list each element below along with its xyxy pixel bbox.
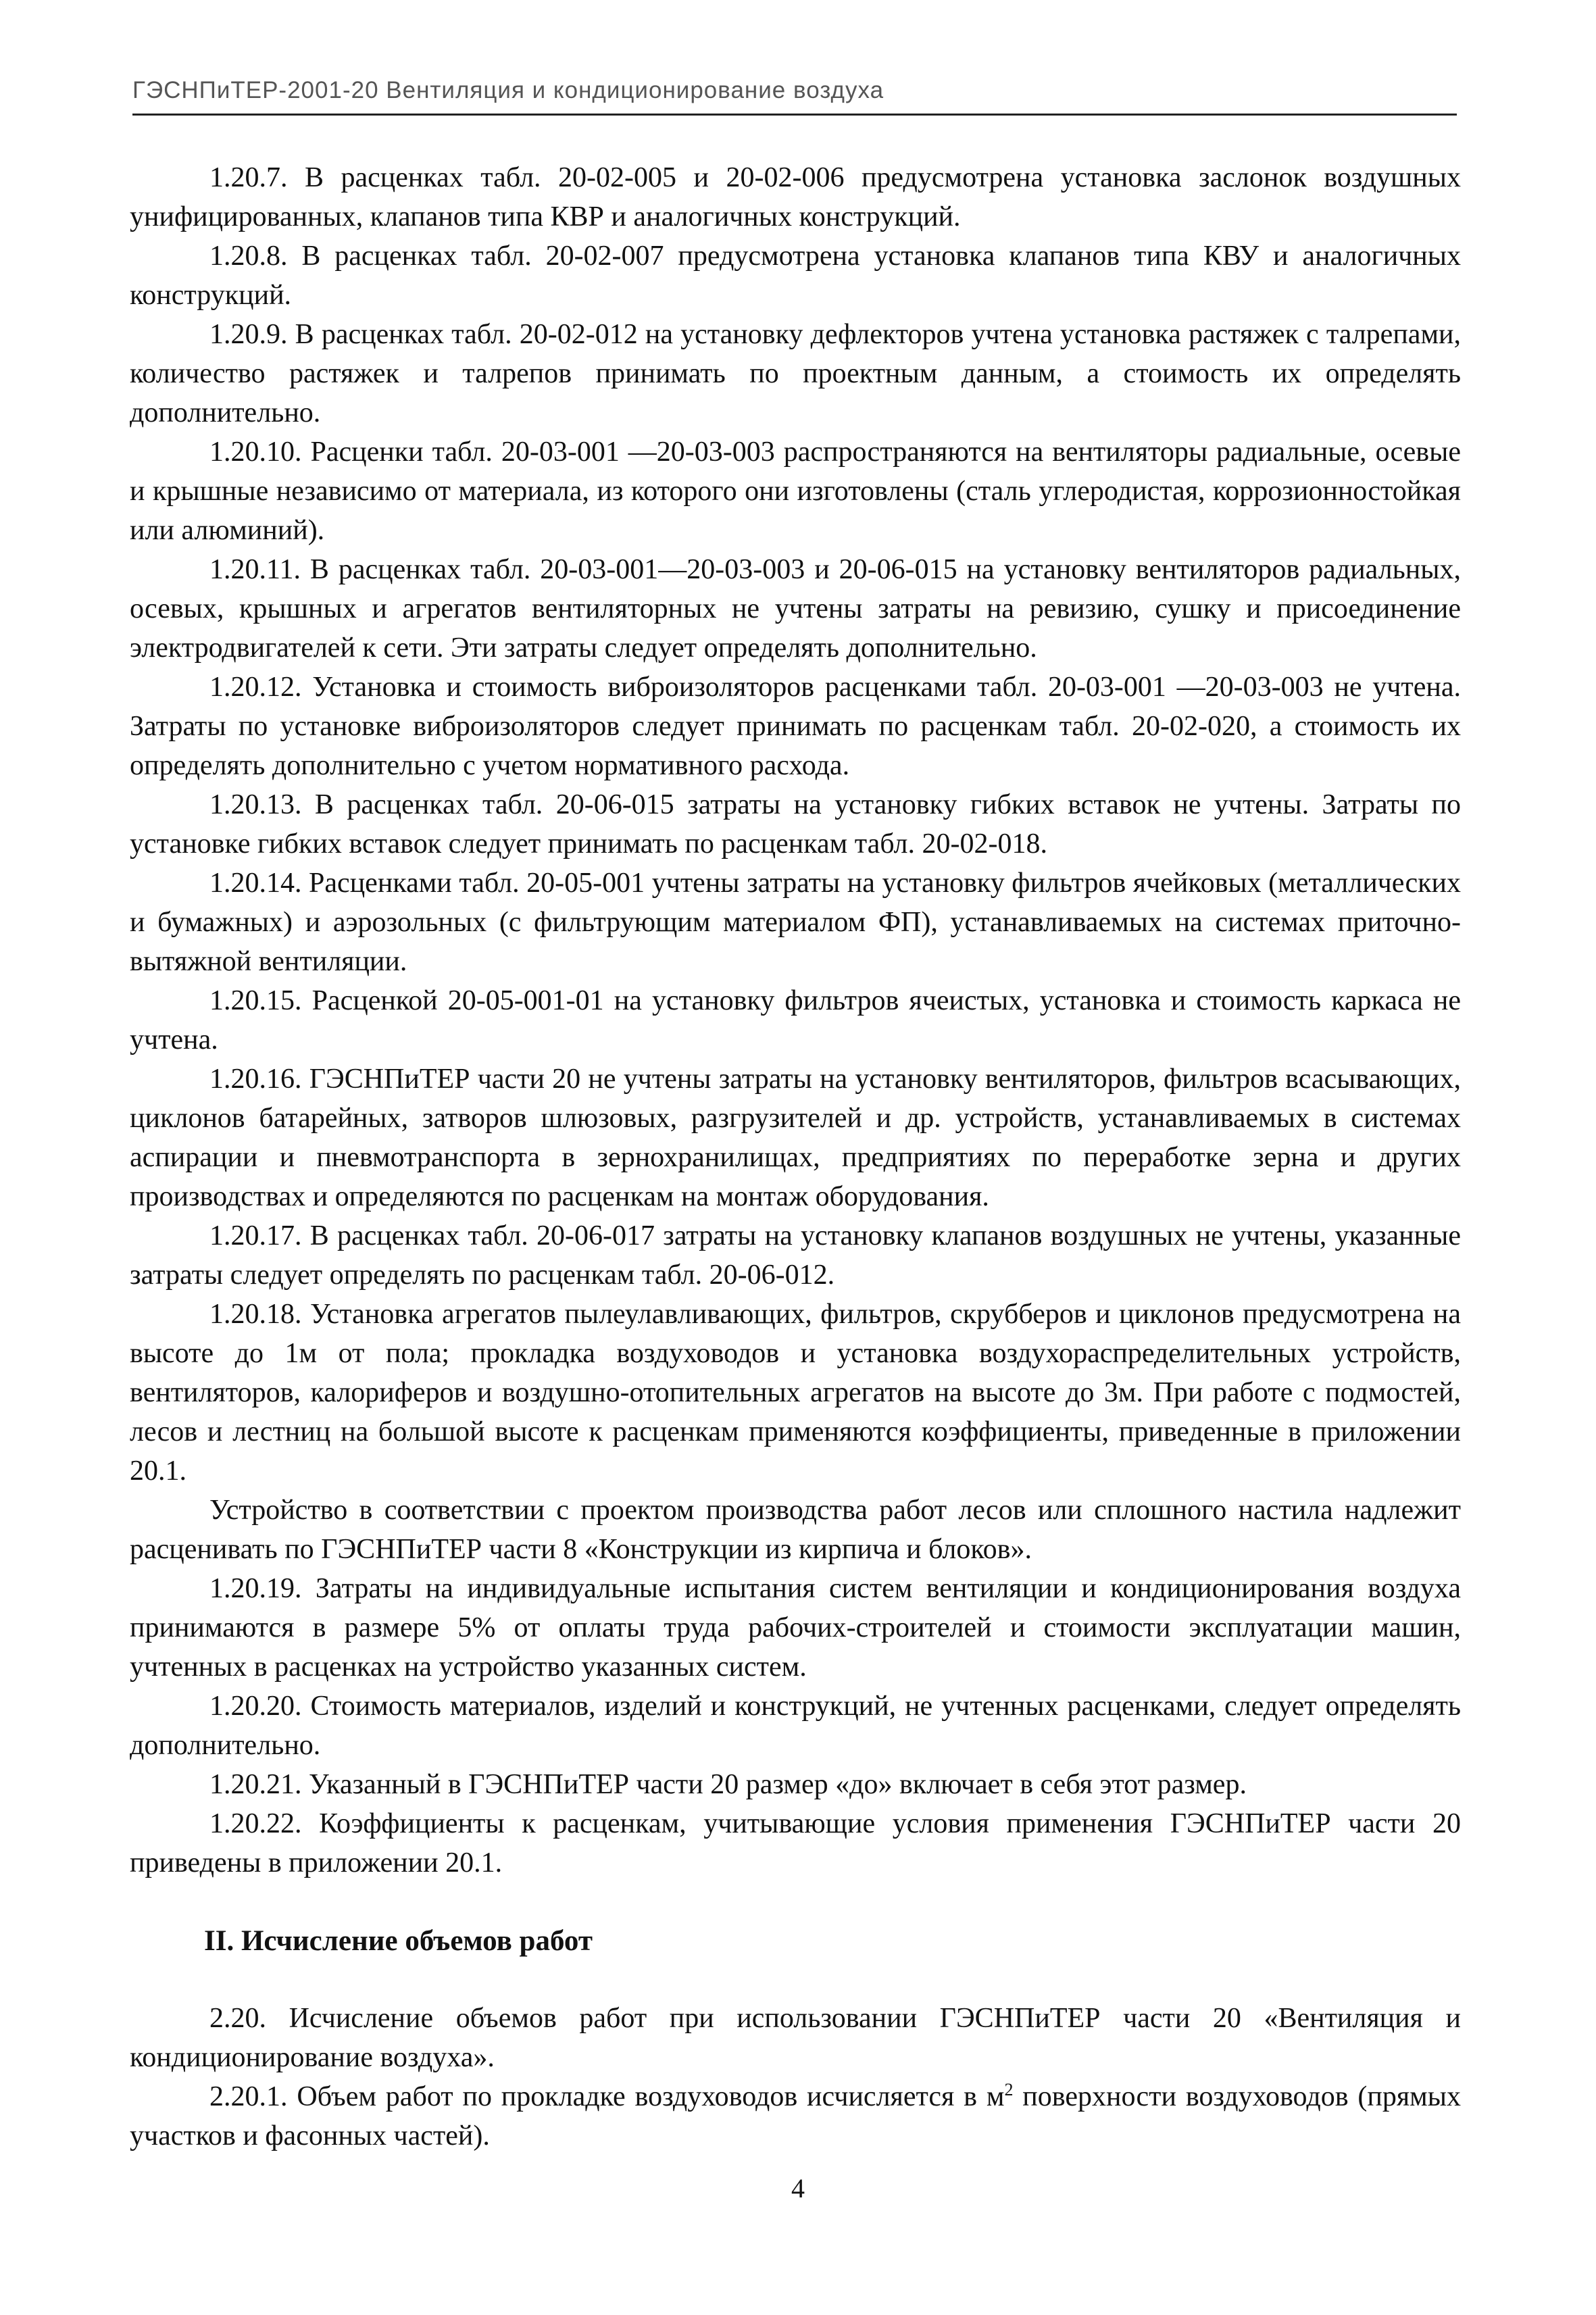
- paragraph-1-20-12: 1.20.12. Установка и стоимость виброизоляторов расценками табл. 20-03-001 —20-03-003 не учтена. Затраты по установке виброизоляторов следует принимать по расценкам табл. 20-02-020, а стоимость их определять дополнительно с учетом нормативного расхода.: [130, 672, 1461, 781]
- paragraph-2-20-1-start: 2.20.1. Объем работ по прокладке воздуховодов исчисляется в м: [209, 2081, 1005, 2112]
- paragraph-1-20-9: 1.20.9. В расценках табл. 20-02-012 на установку дефлекторов учтена установка растяжек с талрепами, количество растяжек и талрепов принимать по проектным данным, а стоимость их определять дополнительно.: [130, 319, 1461, 428]
- paragraph-1-20-17: 1.20.17. В расценках табл. 20-06-017 затраты на установку клапанов воздушных не учтены, указанные затраты следует определять по расценкам табл. 20-06-012.: [130, 1220, 1461, 1291]
- paragraph-scaffolding-note: Устройство в соответствии с проектом производства работ лесов или сплошного настила надлежит расценивать по ГЭСНПиТЕР части 8 «Конструкции из кирпича и блоков».: [130, 1495, 1461, 1565]
- paragraph-1-20-11: 1.20.11. В расценках табл. 20-03-001—20-03-003 и 20-06-015 на установку вентиляторов радиальных, осевых, крышных и агрегатов вентиляторных не учтены затраты на ревизию, сушку и присоединение электродвигателей к сети. Эти затраты следует определять дополнительно.: [130, 554, 1461, 664]
- paragraph-1-20-20: 1.20.20. Стоимость материалов, изделий и конструкций, не учтенных расценками, следует определять дополнительно.: [130, 1691, 1461, 1761]
- paragraph-2-20: 2.20. Исчисление объемов работ при использовании ГЭСНПиТЕР части 20 «Вентиляция и кондиционирование воздуха».: [130, 2003, 1461, 2073]
- paragraph-2-20-1: [130, 2077, 1461, 2156]
- paragraph-1-20-18: 1.20.18. Установка агрегатов пылеулавливающих, фильтров, скрубберов и циклонов предусмотрена на высоте до 1м от пола; прокладка воздуховодов и установка воздухораспределительных устройств, вентиляторов, калориферов и воздушно-отопительных агрегатов на высоте до 3м. При работе с подмостей, лесов и лестниц на большой высоте к расценкам применяются коэффициенты, приведенные в приложении 20.1.: [130, 1299, 1461, 1487]
- paragraph-1-20-7: 1.20.7. В расценках табл. 20-02-005 и 20-02-006 предусмотрена установка заслонок воздушных унифицированных, клапанов типа КВР и аналогичных конструкций.: [130, 162, 1461, 232]
- paragraph-1-20-13: 1.20.13. В расценках табл. 20-06-015 затраты на установку гибких вставок не учтены. Затраты по установке гибких вставок следует принимать по расценкам табл. 20-02-018.: [130, 789, 1461, 860]
- running-header: [132, 73, 1457, 116]
- paragraph-1-20-22: 1.20.22. Коэффициенты к расценкам, учитывающие условия применения ГЭСНПиТЕР части 20 приведены в приложении 20.1.: [130, 1808, 1461, 1878]
- paragraph-1-20-14: 1.20.14. Расценками табл. 20-05-001 учтены затраты на установку фильтров ячейковых (металлических и бумажных) и аэрозольных (с фильтрующим материалом ФП), устанавливаемых на системах приточно-вытяжной вентиляции.: [130, 868, 1461, 977]
- paragraph-1-20-21: 1.20.21. Указанный в ГЭСНПиТЕР части 20 размер «до» включает в себя этот размер.: [209, 1769, 1247, 1800]
- paragraph-2-20-1-end: поверхности воздуховодов (прямых участков и фасонных частей).: [130, 2081, 1461, 2151]
- document-body: [130, 158, 1461, 2156]
- page-number: 4: [791, 2173, 805, 2204]
- section-heading: II. Исчисление объемов работ: [204, 1925, 593, 1957]
- paragraph-1-20-15: 1.20.15. Расценкой 20-05-001-01 на установку фильтров ячеистых, установка и стоимость каркаса не учтена.: [130, 985, 1461, 1055]
- running-header-title: ГЭСНПиТЕР-2001-20 Вентиляция и кондиционирование воздуха: [132, 77, 884, 103]
- paragraph-1-20-16: 1.20.16. ГЭСНПиТЕР части 20 не учтены затраты на установку вентиляторов, фильтров всасывающих, циклонов батарейных, затворов шлюзовых, разгрузителей и др. устройств, устанавливаемых в системах аспирации и пневмотранспорта в зернохранилищах, предприятиях по переработке зерна и других производствах и определяются по расценкам на монтаж оборудования.: [130, 1064, 1461, 1212]
- paragraph-1-20-10: 1.20.10. Расценки табл. 20-03-001 —20-03-003 распространяются на вентиляторы радиальные, осевые и крышные независимо от материала, из которого они изготовлены (сталь углеродистая, коррозионностойкая или алюминий).: [130, 437, 1461, 546]
- paragraph-1-20-8: 1.20.8. В расценках табл. 20-02-007 предусмотрена установка клапанов типа КВУ и аналогичных конструкций.: [130, 241, 1461, 311]
- paragraph-1-20-19: 1.20.19. Затраты на индивидуальные испытания систем вентиляции и кондиционирования воздуха принимаются в размере 5% от оплаты труда рабочих-строителей и стоимости эксплуатации машин, учтенных в расценках на устройство указанных систем.: [130, 1573, 1461, 1683]
- square-meter-superscript: 2: [1004, 2080, 1014, 2099]
